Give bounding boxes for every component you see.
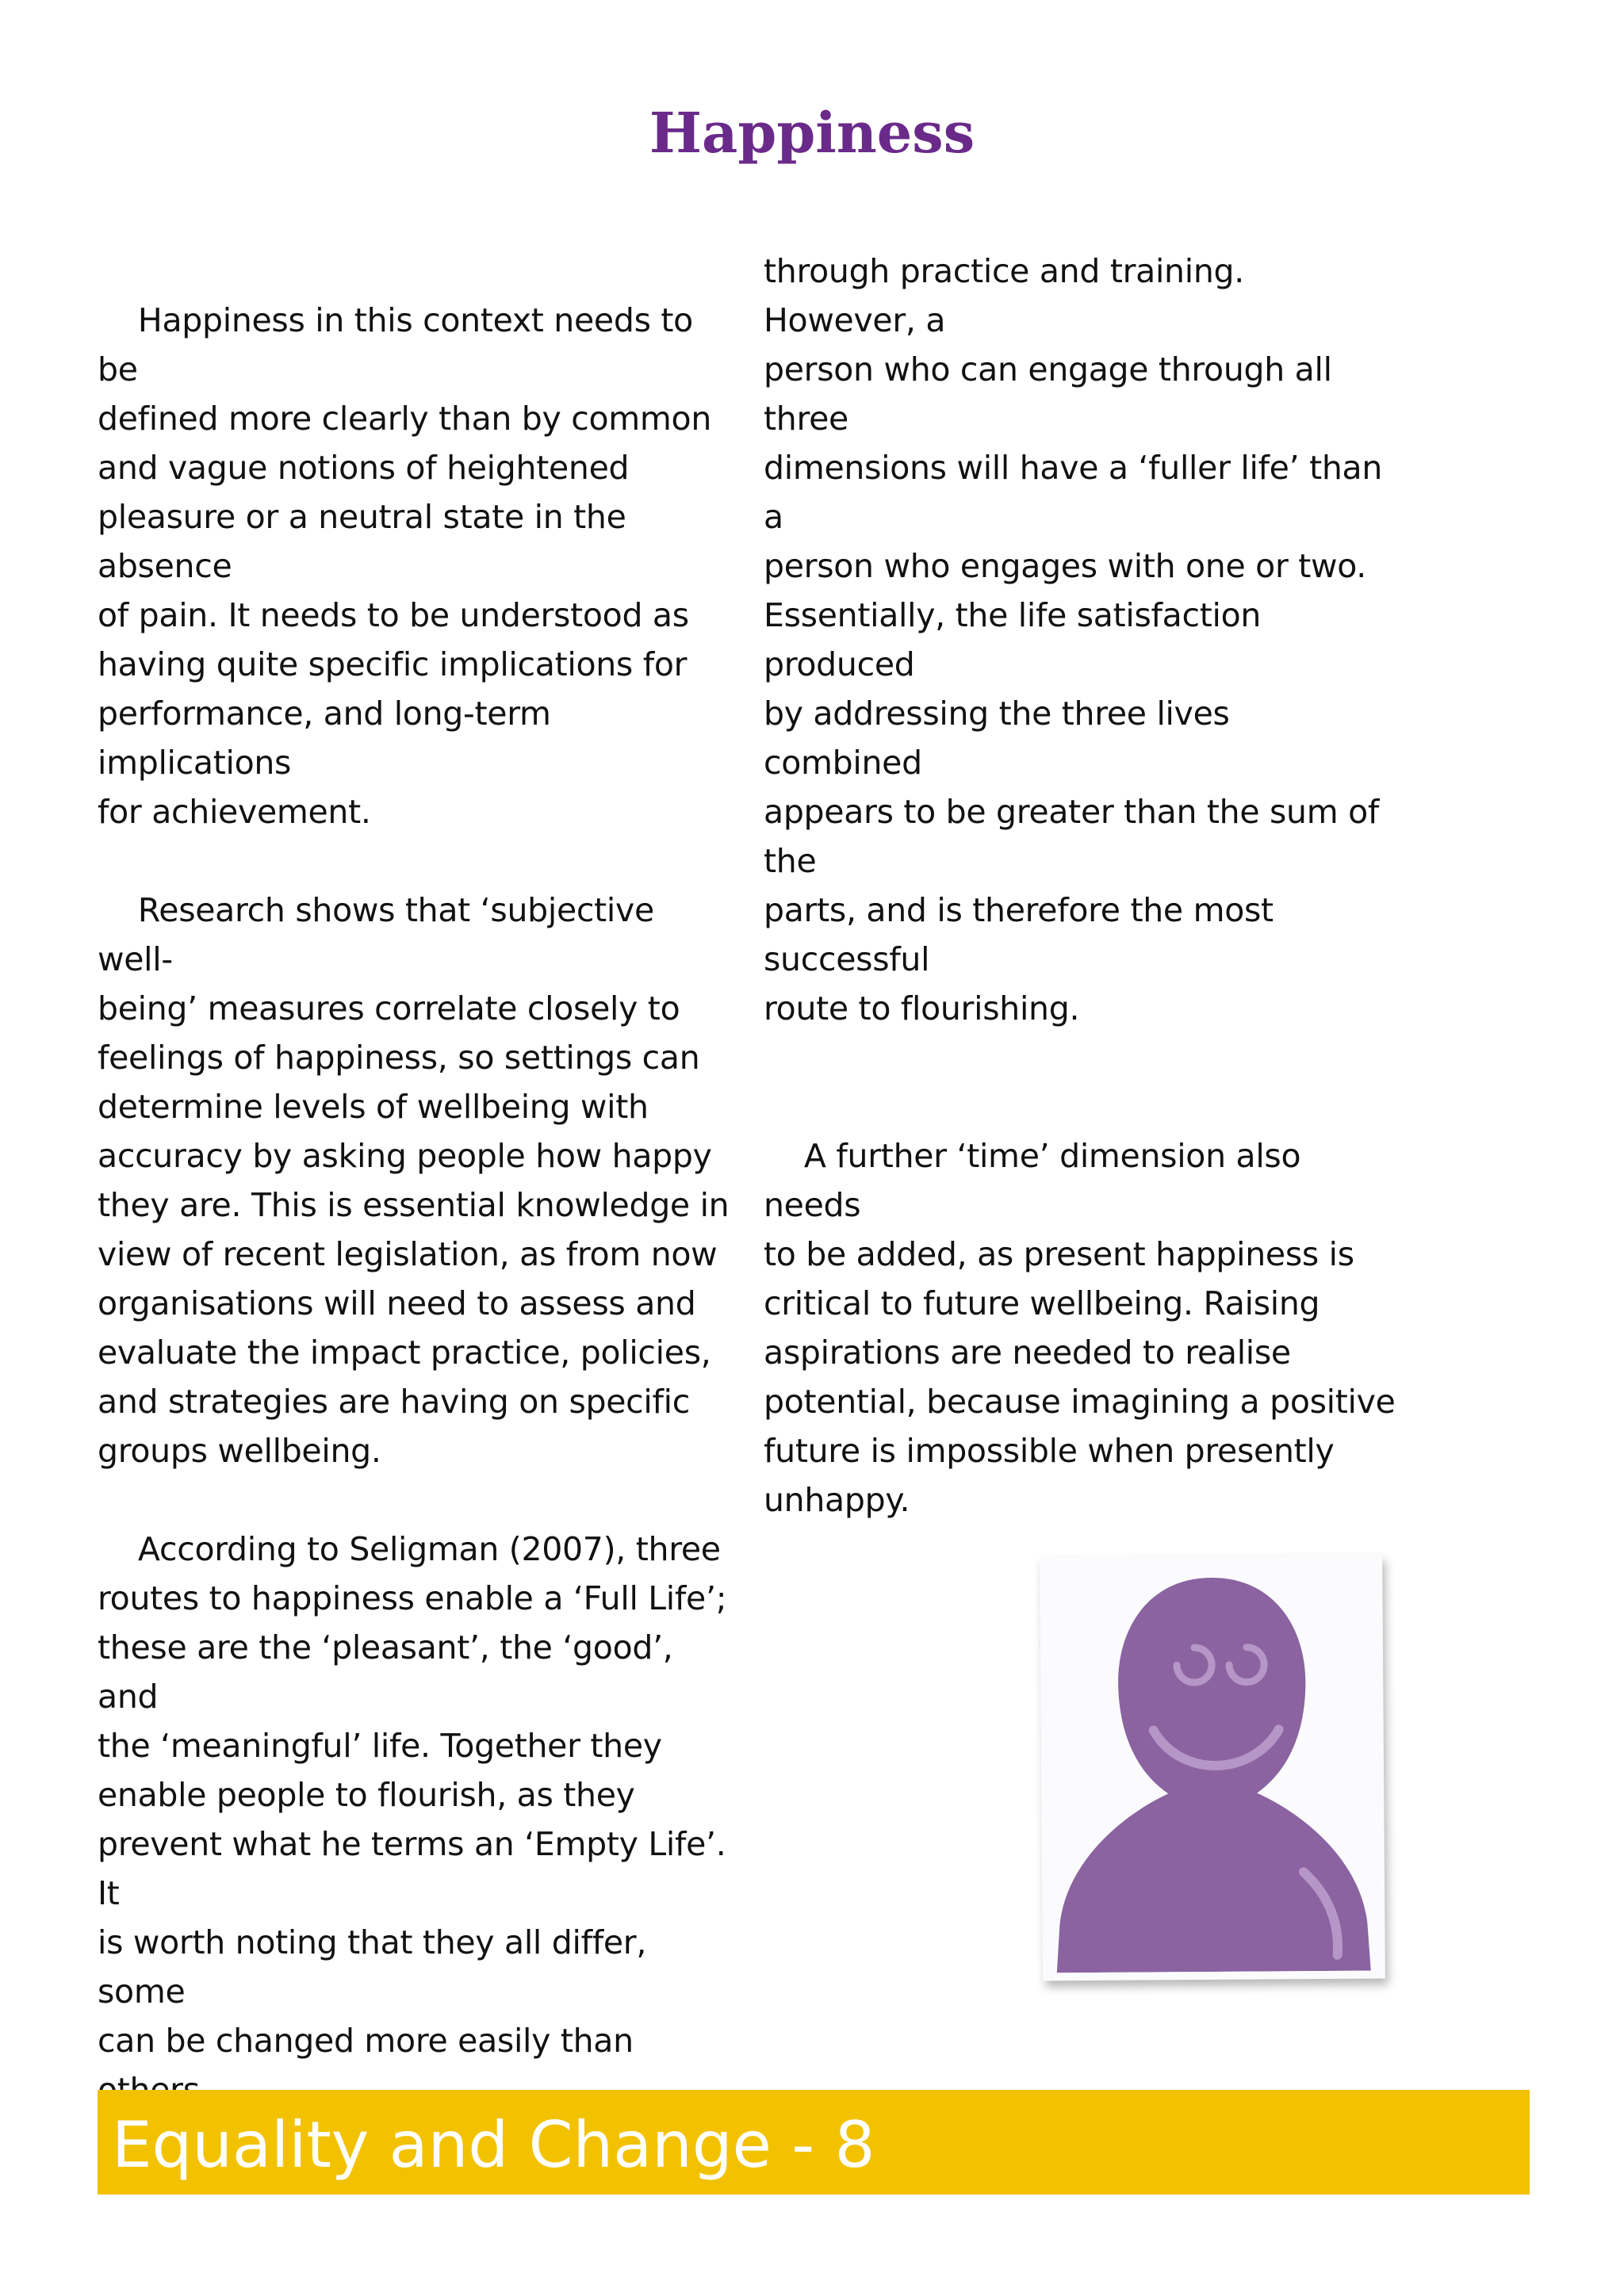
right-column <box>764 247 1398 1525</box>
paragraph-seligman: According to Seligman (2007), three routes to happiness enable a ‘Full Life’; these are the ‘pleasant’, the ‘good’, and the ‘meaningful’ life. Together they enable people to flourish, as they prevent what he terms an ‘Empty Life’. It is worth noting that they all differ, some can be changed more easily than <box>98 1530 727 2060</box>
paragraph-time-dimension: A further ‘time’ dimension also needs to be added, as present happiness is critical to future wellbeing. Raising aspirations are needed to realise potential, because imagining a positive future is impossible when presently unhappy. <box>764 1137 1396 1519</box>
footer-banner <box>98 2090 1530 2195</box>
left-column <box>98 296 732 2114</box>
page-title: Happiness <box>649 100 975 166</box>
paragraph-happiness-definition: Happiness in this context needs to be defined more clearly than by common and vague notions of heightened pleasure or a neutral state in the absence of pain. It needs to be understood as having quite specific implications for performance, and long-term implications for achievement. <box>98 301 712 831</box>
paragraph-fuller-life: through practice and training. However, a person who can engage through all three dimensions will have a ‘fuller life’ than a person who engages with one or two. Essentially, the life satisfaction produced by addressing the three lives combined appears to be greater than the sum of the parts, and is therefore the most successful route to flourishing. <box>764 252 1383 1027</box>
paragraph-research: Research shows that ‘subjective well- being’ measures correlate closely to feelings of happiness, so settings can determine levels of wellbeing with accuracy by asking people how happy they are. This is essential knowledge in view of recent legislation, as from now organisations will need to assess and evaluate the impact practice, policies, and strategies are having on specific groups wellbeing. <box>98 891 730 1470</box>
illustration-photo-frame <box>1040 1554 1385 1980</box>
footer-page-label: Equality and Change - 8 <box>112 2108 875 2182</box>
smiling-figure-icon <box>1048 1563 1377 1973</box>
